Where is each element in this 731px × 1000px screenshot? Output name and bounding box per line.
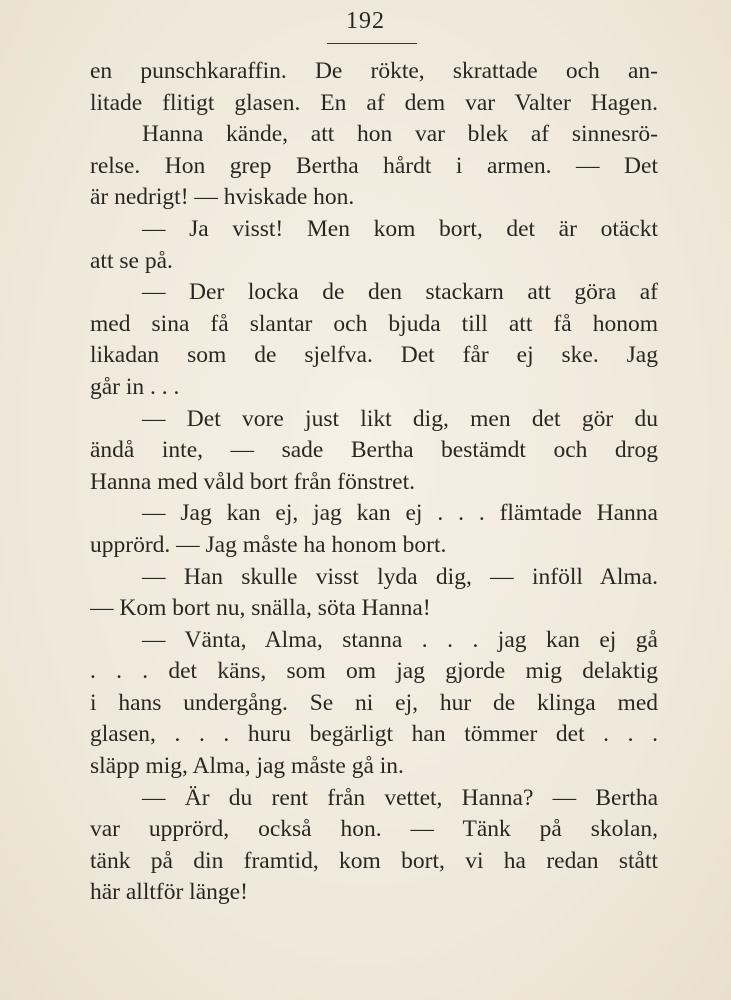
text-line: — Der locka de den stackarn att göra af	[142, 279, 658, 306]
text-line: — Jag kan ej, jag kan ej . . . flämtade Hanna	[142, 500, 658, 527]
text-line: Hanna med våld bort från fönstret.	[90, 468, 415, 495]
text-line: — Det vore just likt dig, men det gör du	[142, 405, 658, 432]
body-text	[90, 56, 658, 909]
text-line: att se på.	[90, 247, 173, 274]
text-line: — Är du rent från vettet, Hanna? — Bertha	[142, 784, 658, 811]
text-line: var upprörd, också hon. — Tänk på skolan,	[90, 816, 658, 843]
text-line: upprörd. — Jag måste ha honom bort.	[90, 531, 447, 558]
text-line: i hans undergång. Se ni ej, hur de klinga med	[90, 689, 658, 716]
text-line: här alltför länge!	[90, 879, 248, 906]
text-line: relse. Hon grep Bertha hårdt i armen. — Det	[90, 152, 658, 179]
text-line: — Vänta, Alma, stanna . . . jag kan ej gå	[142, 626, 658, 653]
text-line: — Ja visst! Men kom bort, det är otäckt	[142, 215, 658, 242]
text-line: släpp mig, Alma, jag måste gå in.	[90, 753, 404, 780]
text-line: — Han skulle visst lyda dig, — inföll Alma.	[142, 563, 658, 590]
text-line: Hanna kände, att hon var blek af sinnesrö-	[142, 121, 658, 148]
text-line: med sina få slantar och bjuda till att få honom	[90, 310, 658, 337]
page-number: 192	[346, 8, 385, 34]
text-line: — Kom bort nu, snälla, söta Hanna!	[90, 595, 431, 622]
text-line: är nedrigt! — hviskade hon.	[90, 184, 355, 211]
text-line: en punschkaraffin. De rökte, skrattade och an-	[90, 58, 658, 84]
text-line: går in . . .	[90, 373, 180, 400]
text-line: ändå inte, — sade Bertha bestämdt och drog	[90, 437, 658, 464]
text-line: . . . det käns, som om jag gjorde mig delaktig	[90, 658, 658, 685]
text-line: glasen, . . . huru begärligt han tömmer det . . .	[90, 721, 658, 748]
header-rule	[327, 43, 417, 44]
text-line: tänk på din framtid, kom bort, vi ha redan stått	[90, 847, 658, 874]
text-line: likadan som de sjelfva. Det får ej ske. Jag	[90, 342, 658, 369]
text-line: litade flitigt glasen. En af dem var Valter Hagen.	[90, 89, 658, 116]
